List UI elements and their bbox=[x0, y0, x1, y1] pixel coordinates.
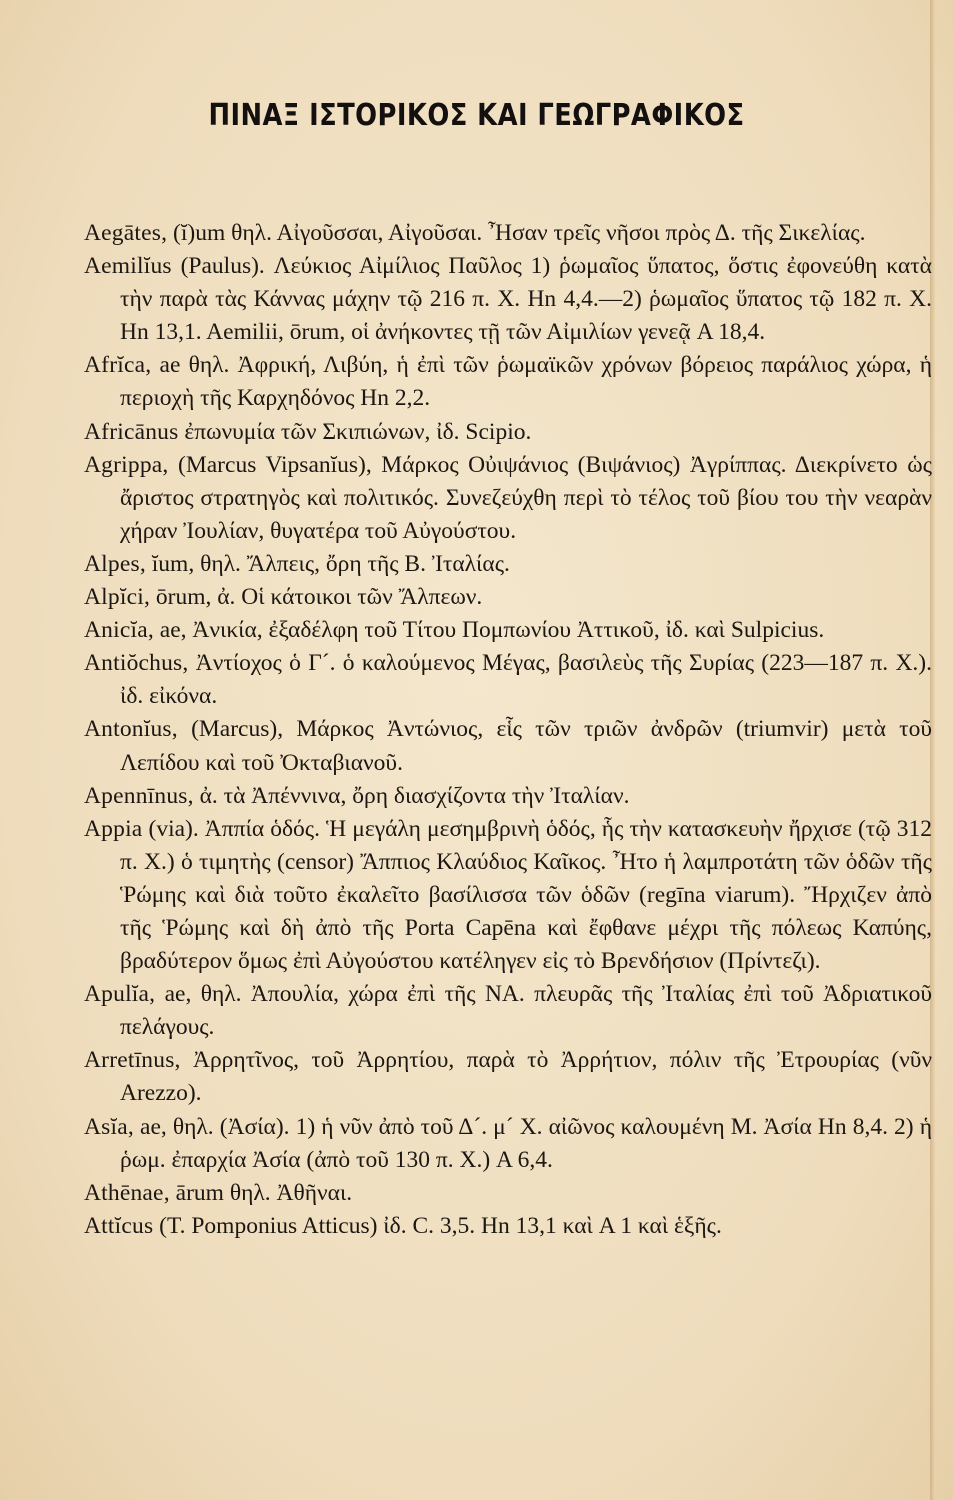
entry-headword: Antonĭus, bbox=[84, 716, 178, 743]
entry-definition: ae, θηλ. (Ἀσία). 1) ἡ νῦν ἀπὸ τοῦ Δ´. μ´ Χ. αἰῶνος καλουμένη Μ. Ἀσία Ηn 8,4. 2) ἡ ῥωμ. ἐπαρχία Ἀσία (ἀπὸ τοῦ 130 π. Χ.) A 6,4. bbox=[120, 1113, 932, 1173]
entry-definition: (Marcus Vipsanĭus), Μάρκος Οὐιψάνιος (Βιψάνιος) Ἀγρίππας. Διεκρίνετο ὡς ἄριστος στρατηγὸς καὶ πολιτικός. Συνεζεύχθη περὶ τὸ τέλος τοῦ βίου του τὴν νεαρὰν χήραν Ἰουλίαν, θυγατέρα τοῦ Αὐγούστου. bbox=[120, 451, 932, 544]
entry-headword: Alpĭci, bbox=[84, 584, 151, 611]
entry-definition: (T. Pomponius Atticus) ἰδ. C. 3,5. Ηn 13,1 καὶ A 1 καὶ ἑξῆς. bbox=[153, 1212, 722, 1239]
index-entry bbox=[84, 780, 932, 813]
entry-definition: ae, θηλ. Ἀπουλία, χώρα ἐπὶ τῆς ΝΑ. πλευρᾶς τῆς Ἰταλίας ἐπὶ τοῦ Ἀδριατικοῦ πελάγους. bbox=[120, 981, 932, 1041]
entry-definition: ἀ. τὰ Ἀπέννινα, ὄρη διασχίζοντα τὴν Ἰταλίαν. bbox=[193, 782, 630, 809]
entry-headword: Athēnae, bbox=[84, 1179, 170, 1206]
entry-headword: Appia bbox=[84, 815, 143, 842]
entry-headword: Antiŏchus, bbox=[84, 650, 189, 677]
index-entry bbox=[84, 548, 932, 581]
entry-headword: Agrippa, bbox=[84, 451, 169, 478]
entry-headword: Apennīnus, bbox=[84, 782, 194, 809]
entry-definition: ae θηλ. Ἀφρική, Λιβύη, ἡ ἐπὶ τῶν ῥωμαϊκῶν χρόνων βόρειος παράλιος χώρα, ἡ περιοχὴ τῆς Καρχηδόνος Ηn 2,2. bbox=[120, 352, 932, 412]
index-entry bbox=[84, 647, 932, 713]
entry-definition: ae, Ἀνικία, ἐξαδέλφη τοῦ Τίτου Πομπωνίου Ἀττικοῦ, ἰδ. καὶ Sulpicius. bbox=[153, 617, 825, 644]
entry-definition: ĭum, θηλ. Ἄλπεις, ὄρη τῆς Β. Ἰταλίας. bbox=[145, 550, 510, 577]
entry-definition: (via). Ἀππία ὁδός. Ἡ μεγάλη μεσημβρινὴ ὁδός, ἧς τὴν κατασκευὴν ἤρχισε (τῷ 312 π. Χ.) ὁ τιμητὴς (censor) Ἄππιος Κλαύδιος Καῖκος. Ἦτο ἡ λαμπροτάτη τῶν ὁδῶν τῆς Ῥώμης καὶ διὰ τοῦτο ἐκαλεῖτο βασίλισσα τῶν ὁδῶν (regīna viarum). Ἤρχιζεν ἀπὸ τῆς Ῥώμης καὶ δὴ ἀπὸ τῆς Porta Capēna καὶ ἔφθανε μέχρι τῆς πόλεως Καπύης, βραδύτερον ὅμως ἐπὶ Αὐγούστου κατέληγεν εἰς τὸ Βρενδήσιον (Πρίντεζι). bbox=[120, 815, 932, 975]
entry-definition: ārum θηλ. Ἀθῆναι. bbox=[169, 1179, 353, 1206]
entry-definition: (Marcus), Μάρκος Ἀντώνιος, εἷς τῶν τριῶν ἀνδρῶν (triumvir) μετὰ τοῦ Λεπίδου καὶ τοῦ Ὀκταβιανοῦ. bbox=[120, 716, 932, 776]
entry-headword: Apulĭa, bbox=[84, 981, 156, 1008]
entry-headword: Attĭcus bbox=[84, 1212, 154, 1239]
entry-headword: Aemilĭus bbox=[84, 253, 172, 280]
entry-definition: ἐπωνυμία τῶν Σκιπιώνων, ἰδ. Scipio. bbox=[178, 418, 532, 445]
index-entry bbox=[84, 1044, 932, 1110]
index-entry bbox=[84, 349, 932, 415]
index-entry bbox=[84, 449, 932, 548]
index-entry bbox=[84, 217, 932, 250]
index-entry bbox=[84, 1210, 932, 1243]
index-entry bbox=[84, 416, 932, 449]
entry-headword: Alpes, bbox=[84, 550, 146, 577]
entry-headword: Arretīnus, bbox=[84, 1047, 181, 1074]
entry-definition: (Paulus). Λεύκιος Αἰμίλιος Παῦλος 1) ῥωμαῖος ὕπατος, ὅστις ἐφονεύθη κατὰ τὴν παρὰ τὰς Κάννας μάχην τῷ 216 π. Χ. Ηn 4,4.—2) ῥωμαῖος ὕπατος τῷ 182 π. Χ. Ηn 13,1. Aemilii, ōrum, οἱ ἀνήκοντες τῇ τῶν Αἰμιλίων γενεᾷ A 18,4. bbox=[120, 253, 932, 346]
entry-definition: Ἀντίοχος ὁ Γ´. ὁ καλούμενος Μέγας, βασιλεὺς τῆς Συρίας (223—187 π. Χ.). ἰδ. εἰκόνα. bbox=[120, 650, 932, 710]
entry-definition: ōrum, ἀ. Οἱ κάτοικοι τῶν Ἄλπεων. bbox=[150, 584, 483, 611]
entry-headword: Asĭa, bbox=[84, 1113, 134, 1140]
entry-headword: Aegātes, bbox=[84, 220, 168, 246]
index-entry bbox=[84, 250, 932, 349]
entry-headword: Africānus bbox=[84, 418, 179, 445]
index-entry bbox=[84, 1111, 932, 1177]
index-entry bbox=[84, 813, 932, 978]
entry-headword: Afrĭca, bbox=[84, 352, 152, 379]
index-entry bbox=[84, 1177, 932, 1210]
entry-definition: Ἀρρητῖνος, τοῦ Ἀρρητίου, παρὰ τὸ Ἀρρήτιον, πόλιν τῆς Ἐτρουρίας (νῦν Arezzo). bbox=[120, 1047, 932, 1107]
index-entry bbox=[84, 978, 932, 1044]
entry-headword: Anicĭa, bbox=[84, 617, 154, 644]
index-entry bbox=[84, 581, 932, 614]
page-title: ΠΙΝΑΞ ΙΣΤΟΡΙΚΟΣ ΚΑΙ ΓΕΩΓΡΑΦΙΚΟΣ bbox=[208, 98, 745, 133]
index-entry bbox=[84, 614, 932, 647]
index-entry bbox=[84, 713, 932, 779]
entry-definition: (ĭ)um θηλ. Αἰγοῦσσαι, Αἰγοῦσαι. Ἦσαν τρεῖς νῆσοι πρὸς Δ. τῆς Σικελίας. bbox=[167, 220, 866, 246]
index-entries bbox=[84, 217, 932, 1243]
